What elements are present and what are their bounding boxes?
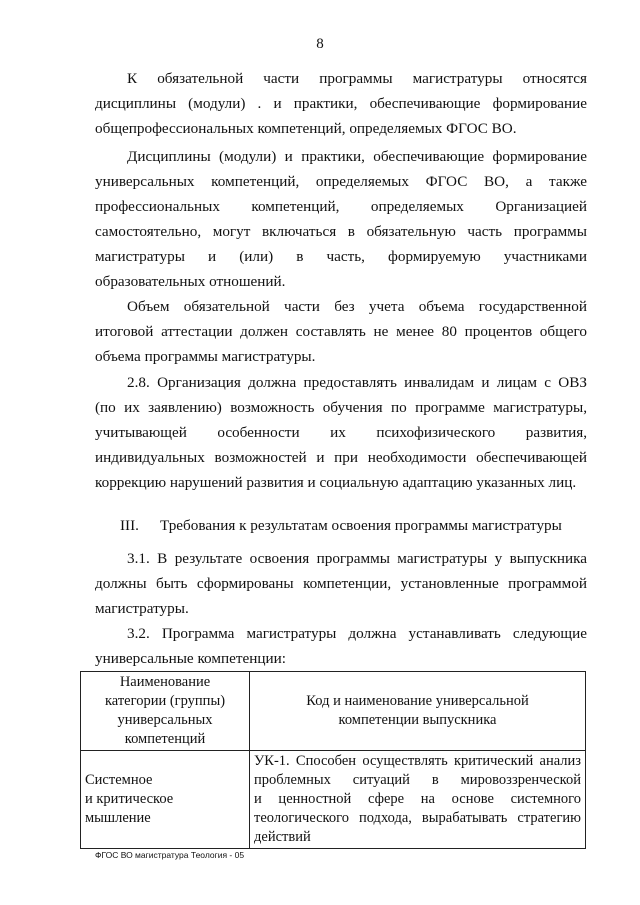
text-line: общепрофессиональных компетенций, определяемых ФГОС ВО.	[95, 120, 517, 137]
paragraph-3-1	[95, 546, 587, 621]
cell-line: действий	[254, 829, 311, 845]
text-line: универсальные компетенции:	[95, 650, 286, 667]
cell-line: компетенций	[124, 731, 206, 747]
page-footer: ФГОС ВО магистратура Теология - 05	[95, 850, 245, 860]
text-line: индивидуальных возможностей и при необходимости обеспечивающей	[95, 449, 587, 466]
paragraph-volume	[95, 294, 587, 369]
cell-line: универсальных	[117, 712, 213, 728]
text-line: К обязательной части программы магистратуры относятся	[127, 70, 587, 87]
cell-line: Системное	[85, 772, 153, 788]
cell-line: и критическое	[85, 791, 174, 807]
table-row	[81, 751, 586, 849]
category-cell	[81, 751, 250, 849]
section-heading	[120, 513, 562, 538]
table-header-row	[81, 672, 586, 751]
text-line: самостоятельно, могут включаться в обязательную часть программы	[95, 223, 587, 240]
cell-line: УК-1. Способен осуществлять критический анализ	[254, 753, 581, 769]
cell-line: проблемных ситуаций в мировоззренческой	[254, 772, 581, 788]
text-line: коррекцию нарушений развития и социальную адаптацию указанных лиц.	[95, 474, 577, 491]
cell-line: мышление	[85, 810, 151, 826]
text-line: объема программы магистратуры.	[95, 348, 316, 365]
text-line: (по их заявлению) возможность обучения по программе магистратуры,	[95, 399, 587, 416]
text-line: Дисциплины (модули) и практики, обеспечивающие формирование	[127, 148, 587, 165]
text-line: итоговой аттестации должен составлять не менее 80 процентов общего	[95, 323, 587, 340]
text-line: 3.1. В результате освоения программы магистратуры у выпускника	[127, 550, 587, 567]
cell-line: Наименование	[119, 674, 211, 690]
text-line: дисциплины (модули) . и практики, обеспечивающие формирование	[95, 95, 587, 112]
page-number: 8	[316, 36, 324, 52]
header-category-cell	[81, 672, 250, 751]
text-line: учитывающей особенности их психофизического развития,	[95, 424, 587, 441]
cell-line: компетенции выпускника	[338, 712, 497, 728]
paragraph-3-2	[95, 621, 587, 671]
text-line: универсальных компетенций, определяемых ФГОС ВО, а также	[95, 173, 587, 190]
section-number: III.	[120, 517, 139, 534]
text-line: магистратуры и (или) в часть, формируемую участниками	[95, 248, 587, 265]
text-line: 2.8. Организация должна предоставлять инвалидам и лицам с ОВЗ	[127, 374, 587, 391]
header-code-cell	[250, 672, 586, 751]
section-title: Требования к результатам освоения программы магистратуры	[160, 517, 562, 534]
text-line: Объем обязательной части без учета объема государственной	[127, 298, 587, 315]
text-line: должны быть сформированы компетенции, установленные программой	[95, 575, 587, 592]
text-line: магистратуры.	[95, 600, 189, 617]
cell-line: категории (группы)	[104, 693, 226, 709]
cell-line: теологического подхода, вырабатывать стратегию	[254, 810, 581, 826]
competency-table	[80, 671, 586, 849]
cell-line: и ценностной сфере на основе системного	[254, 791, 581, 807]
text-line: образовательных отношений.	[95, 273, 286, 290]
paragraph-mandatory-part	[95, 66, 587, 141]
cell-line: Код и наименование универсальной	[306, 693, 529, 709]
paragraph-2-8	[95, 370, 587, 495]
competency-description-cell	[250, 751, 586, 849]
paragraph-universal-competencies	[95, 144, 587, 294]
text-line: 3.2. Программа магистратуры должна устанавливать следующие	[127, 625, 587, 642]
text-line: профессиональных компетенций, определяемых Организацией	[95, 198, 587, 215]
